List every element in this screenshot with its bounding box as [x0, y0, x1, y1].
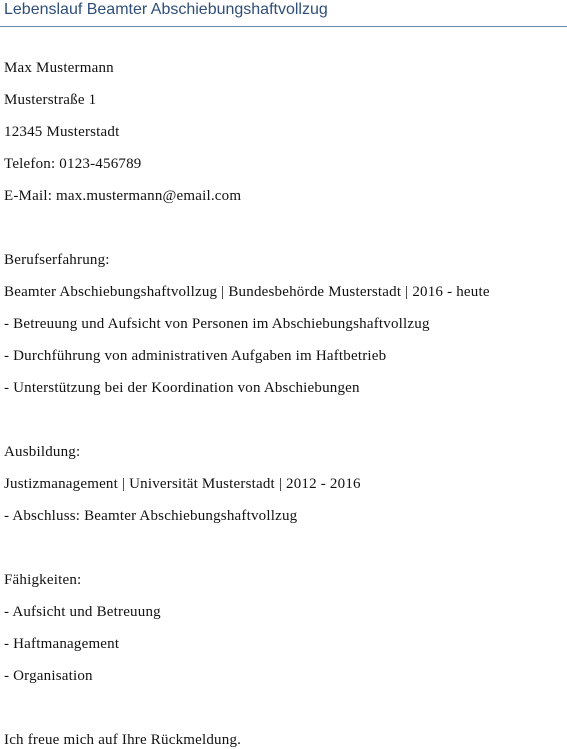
skills-item: - Haftmanagement — [4, 636, 120, 652]
experience-item: - Unterstützung bei der Koordination von Abschiebungen — [4, 380, 360, 396]
experience-item: - Durchführung von administrativen Aufgaben im Haftbetrieb — [4, 348, 387, 364]
section-spacer — [4, 532, 563, 564]
section-spacer — [4, 692, 563, 724]
section-spacer — [4, 212, 563, 244]
document-body — [4, 52, 563, 749]
skills-item: - Organisation — [4, 668, 93, 684]
education-heading: Ausbildung: — [4, 444, 81, 460]
contact-email: E-Mail: max.mustermann@email.com — [4, 188, 242, 204]
contact-name: Max Mustermann — [4, 60, 114, 76]
experience-heading: Berufserfahrung: — [4, 252, 110, 268]
document-title: Lebenslauf Beamter Abschiebungshaftvollzug — [4, 1, 328, 18]
closing-text: Ich freue mich auf Ihre Rückmeldung. — [4, 732, 242, 748]
skills-item: - Aufsicht und Betreuung — [4, 604, 161, 620]
contact-phone: Telefon: 0123-456789 — [4, 156, 142, 172]
education-entry: Justizmanagement | Universität Musterstadt | 2012 - 2016 — [4, 476, 361, 492]
skills-heading: Fähigkeiten: — [4, 572, 82, 588]
contact-street: Musterstraße 1 — [4, 92, 97, 108]
contact-city: 12345 Musterstadt — [4, 124, 120, 140]
experience-position: Beamter Abschiebungshaftvollzug | Bundesbehörde Musterstadt | 2016 - heute — [4, 284, 490, 300]
experience-item: - Betreuung und Aufsicht von Personen im Abschiebungshaftvollzug — [4, 316, 430, 332]
header-divider — [0, 26, 567, 27]
section-spacer — [4, 404, 563, 436]
education-item: - Abschluss: Beamter Abschiebungshaftvollzug — [4, 508, 298, 524]
